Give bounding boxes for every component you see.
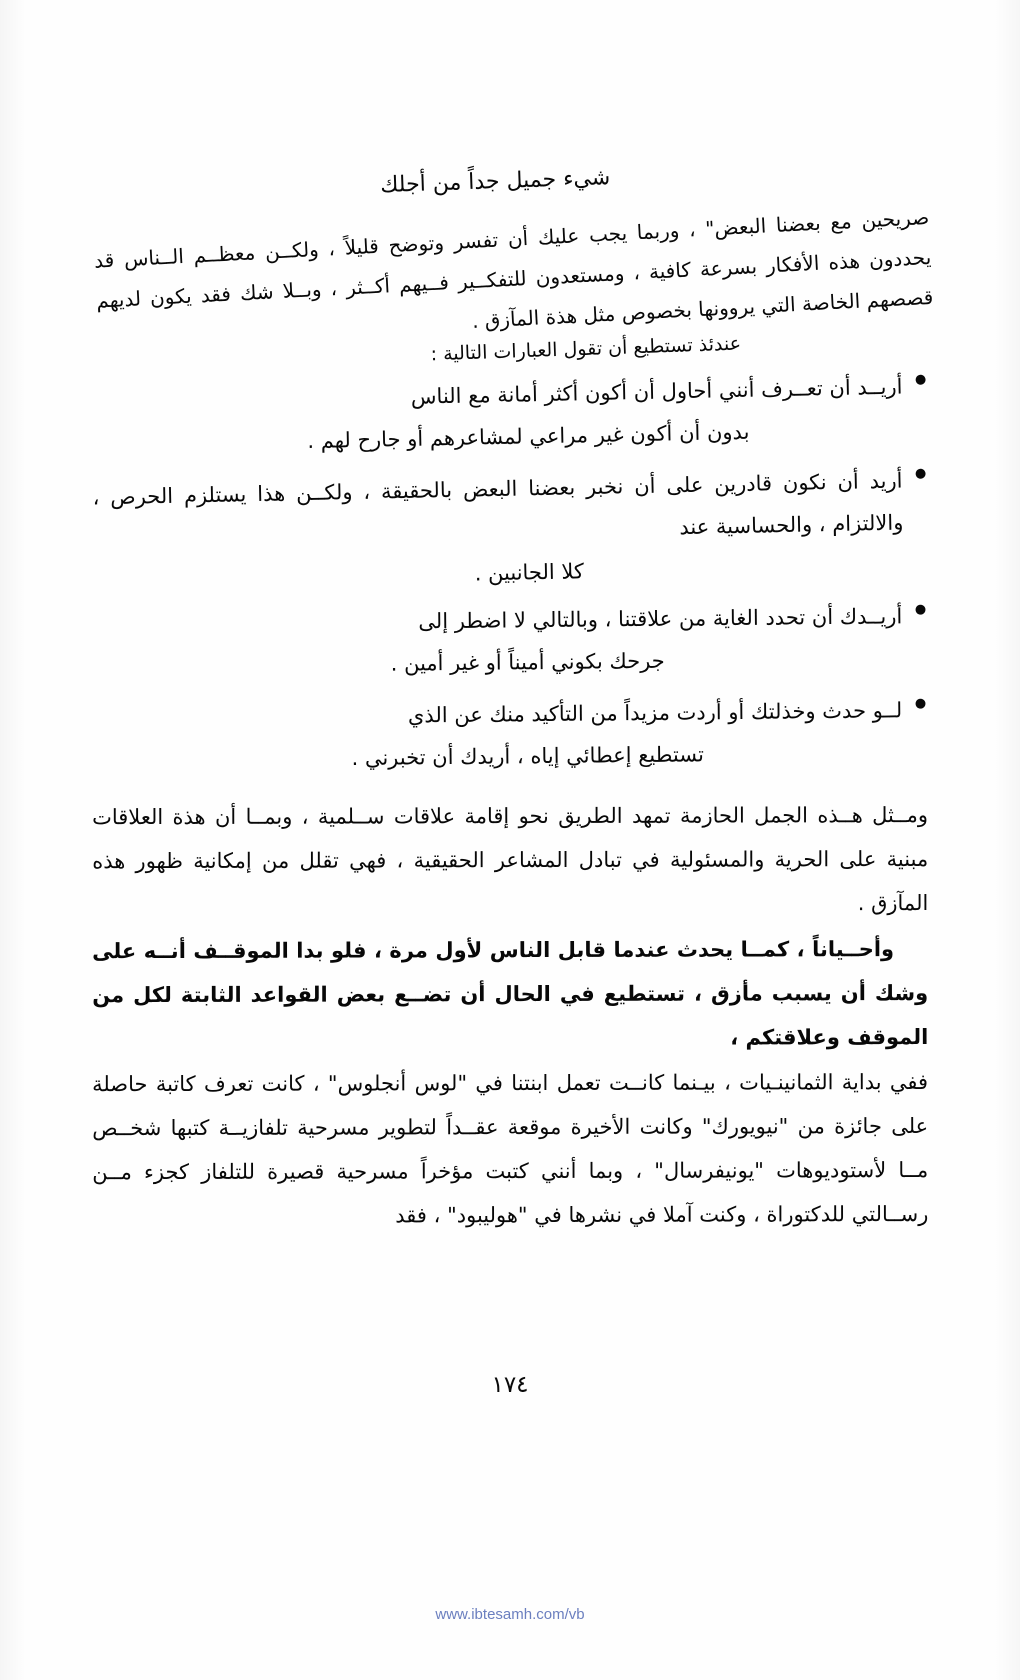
list-item-continuation: تستطيع إعطائي إياه ، أريدك أن تخبرني .	[351, 742, 704, 771]
list-item-continuation: جرحك بكوني أميناً أو غير أمين .	[390, 648, 665, 676]
list-item-continuation: كلا الجانبين .	[474, 559, 585, 586]
page-edge-shadow-right	[994, 0, 1020, 1680]
list-item-text: لــو حدث وخذلتك أو أردت مزيداً من التأكيد منك عن الذي	[407, 698, 903, 728]
body-paragraph: ومــثل هــذه الجمل الحازمة تمهد الطريق نحو إقامة علاقات ســلمية ، وبمــا أن هذة العلاقات مبنية على الحرية والمسئولية في تبادل المشاعر الحقيقية ، فهي تقلل من إمكانية ظهور هذه المآزق .	[92, 803, 929, 916]
list-item-text: أريد أن نكون قادرين على أن نخبر بعضنا البعض بالحقيقة ، ولكــن هذا يستلزم الحرص ، والالتزام ، والحساسية عند	[92, 468, 904, 540]
lead-in-line: عندئذ تستطيع أن تقول العبارات التالية :	[430, 332, 742, 366]
list-item	[92, 689, 929, 782]
tail-paragraph: ففي بداية الثمانينـيات ، بيـنما كانــت تعمل ابنتنا في "لوس أنجلوس" ، كانت تعرف كاتبة حاصلة على جائزة من "نيويورك" وكانت الأخيرة موقعة عقــداً لتطوير مسرحية تلفازيــة كتبها شخــص مــا لأستوديوهات "يونيفرسال" ، وبما أنني كتبت مؤخراً مسرحية قصيرة للتلفاز كجزء مــن رســالتي للدكتوراة ، وكنت آملا في نشرها في "هوليبود" ، فقد	[92, 1069, 929, 1228]
page-title: شيء جميل جداً من أجلك	[379, 165, 611, 199]
page-edge-shadow-left	[0, 0, 26, 1680]
list-item	[92, 459, 930, 602]
text-column	[92, 150, 934, 1236]
statement-list	[92, 365, 928, 773]
list-item-text: أريــد أن تعــرف أنني أحاول أن أكون أكثر أمانة مع الناس	[410, 374, 903, 409]
bold-paragraph: وأحــياناً ، كمــا يحدث عندما قابل الناس لأول مرة ، فلو بدا الموقــف أنــه على وشك أن يسبب مأزق ، تستطيع في الحال أن تضــع بعض القواعد الثابتة لكل من الموقف وعلاقتكم ،	[92, 937, 929, 1051]
site-watermark: www.ibtesamh.com/vb	[435, 1606, 585, 1623]
list-item-continuation: بدون أن أكون غير مراعي لمشاعرهم أو جارح لهم .	[307, 419, 750, 454]
page-number: ١٧٤	[491, 1372, 529, 1398]
list-item-text: أريــدك أن تحدد الغاية من علاقتنا ، وبالتالي لا اضطر إلى	[418, 604, 903, 634]
intro-paragraph: صريحين مع بعضنا البعض" ، وربما يجب عليك أن تفسر وتوضح قليلاً ، ولكــن معظــم الــناس قد يحددون هذه الأفكار بسرعة كافية ، ومستعدون للتفكــير فــيهم أكــثر ، وبــلا شك فقد يكون لديهم قصصهم الخاصة التي يروونها بخصوص مثل هذة المآزق .	[93, 204, 934, 334]
list-item	[92, 365, 930, 466]
list-item	[92, 595, 929, 688]
